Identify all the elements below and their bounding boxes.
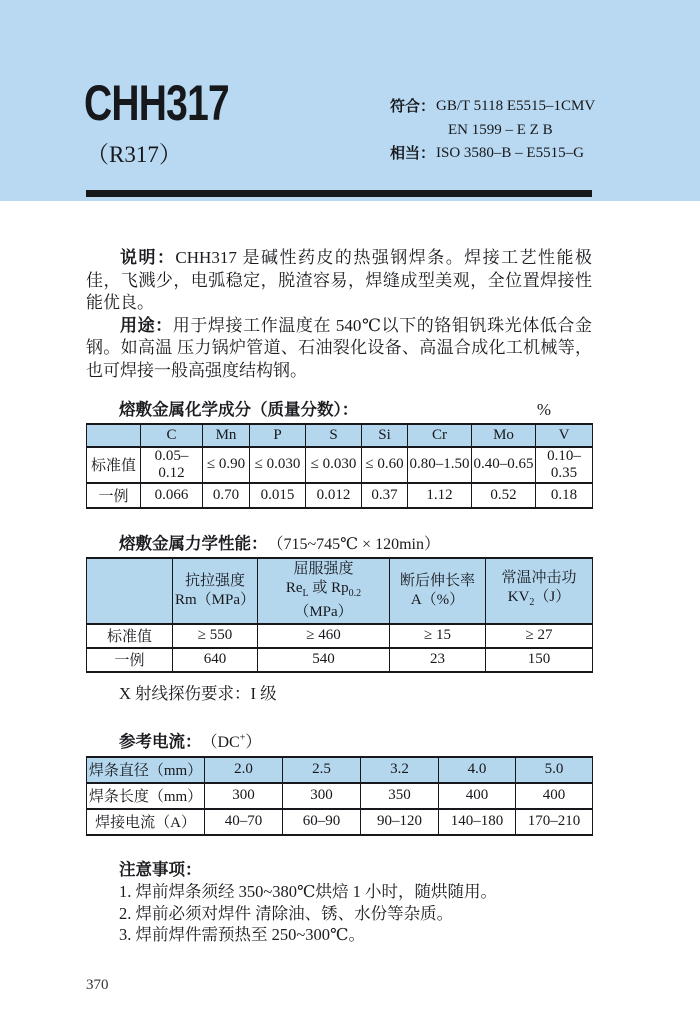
chemical-col-v: V: [536, 424, 593, 447]
mechanical-title: 熔敷金属力学性能：: [119, 534, 268, 553]
mechanical-col-tensile: [173, 558, 258, 624]
diameter-row: [87, 757, 593, 783]
col-line1: 抗拉强度: [184, 572, 245, 589]
cell: 0.012: [306, 483, 362, 508]
chemical-col-si: Si: [362, 424, 408, 447]
note-item: 3. 焊前焊件需预热至 250~300℃。: [119, 925, 366, 945]
cell: 5.0: [516, 757, 593, 783]
row-label: 一例: [87, 483, 141, 508]
table-row: [87, 648, 593, 672]
mechanical-condition: （715~745℃ × 120min）: [267, 535, 440, 553]
cell: 150: [486, 648, 593, 672]
cell: 640: [173, 648, 258, 672]
row-label: 焊条直径（mm）: [87, 757, 205, 783]
cell: 0.066: [141, 483, 203, 508]
cell: 40–70: [205, 809, 283, 835]
cell: 2.0: [205, 757, 283, 783]
col-line1: 常温冲击功: [501, 570, 577, 587]
cell: 0.40–0.65: [472, 447, 536, 483]
chemical-col-mo: Mo: [472, 424, 536, 447]
usage-text: 用于焊接工作温度在 540℃以下的铬钼钒珠光体低合金钢。如高温 压力锅炉管道、石油裂化设备、高温合成化工机械等，也可焊接一般高强度结构钢。: [86, 315, 592, 380]
cell: 300: [205, 783, 283, 809]
notes-section: [86, 860, 592, 946]
cell: 300: [283, 783, 361, 809]
current-dc-note: （DC+）: [201, 732, 262, 751]
usage-label: 用途：: [120, 315, 173, 335]
conform-standard-en: EN 1599 – E Z B: [448, 121, 553, 138]
col-line1: 屈服强度: [293, 560, 354, 577]
cell: ≤ 0.030: [250, 447, 306, 483]
cell: 1.12: [408, 483, 472, 508]
equivalent-row: [390, 142, 595, 166]
cell: 0.80–1.50: [408, 447, 472, 483]
cell: ≤ 0.60: [362, 447, 408, 483]
cell: 0.37: [362, 483, 408, 508]
cell: 90–120: [361, 809, 439, 835]
equivalent-standard-iso: ISO 3580–B – E5515–G: [436, 145, 584, 161]
header-divider: [86, 190, 592, 197]
mechanical-header-row: [87, 558, 593, 624]
chemical-unit: %: [536, 399, 551, 419]
mechanical-col-impact: [486, 558, 593, 624]
row-label: 焊条长度（mm）: [87, 783, 205, 809]
mechanical-corner-cell: [87, 558, 173, 624]
mechanical-col-elongation: [390, 558, 486, 624]
description-paragraph: [86, 247, 592, 315]
mechanical-section-header: [86, 530, 592, 554]
cell: ≤ 0.90: [203, 447, 250, 483]
row-label: 标准值: [87, 624, 173, 648]
xray-requirement: X 射线探伤要求：I 级: [119, 683, 277, 703]
row-label: 焊接电流（A）: [87, 809, 205, 835]
cell: 140–180: [439, 809, 516, 835]
table-row: [87, 624, 593, 648]
length-row: [87, 783, 593, 809]
cell: 4.0: [439, 757, 516, 783]
chemical-header-row: [87, 424, 593, 447]
conform-row-2: [390, 119, 595, 143]
cell: 0.70: [203, 483, 250, 508]
cell: ≤ 0.030: [306, 447, 362, 483]
conform-standard-gbt: GB/T 5118 E5515–1CMV: [436, 98, 596, 114]
usage-paragraph: [86, 315, 592, 383]
equivalent-label: 相当：: [390, 145, 436, 162]
page-body: [86, 201, 592, 946]
chemical-col-s: S: [306, 424, 362, 447]
chemical-title: 熔敷金属化学成分（质量分数）：: [119, 400, 359, 419]
cell: 0.52: [472, 483, 536, 508]
current-title: 参考电流：: [119, 732, 202, 751]
chemical-composition-table: [86, 423, 593, 509]
col-line2: A（%）: [410, 591, 465, 608]
chemical-col-cr: Cr: [408, 424, 472, 447]
note-item: 1. 焊前焊条须经 350~380℃烘焙 1 小时，随烘随用。: [119, 882, 498, 902]
spec-label-spacer: [390, 119, 436, 143]
product-model: CHH317: [84, 75, 229, 131]
chemical-col-p: P: [250, 424, 306, 447]
row-label: 一例: [87, 648, 173, 672]
mechanical-properties-table: [86, 557, 593, 673]
description-text: CHH317 是碱性药皮的热强钢焊条。焊接工艺性能极佳，飞溅少，电弧稳定，脱渣容易，焊缝成型美观，全位置焊接性能优良。: [86, 248, 592, 313]
cell: 400: [516, 783, 593, 809]
mechanical-col-yield: [258, 558, 390, 624]
table-row: [87, 483, 593, 508]
product-alias: （R317）: [86, 142, 182, 167]
cell: 170–210: [516, 809, 593, 835]
cell: 0.015: [250, 483, 306, 508]
chemical-col-c: C: [141, 424, 203, 447]
col-line2: $KV_2(J)$: [507, 589, 571, 609]
conform-row-1: [390, 95, 595, 119]
note-item: 2. 焊前必须对焊件 清除油、锈、水份等杂质。: [119, 903, 454, 923]
cell: ≥ 550: [173, 624, 258, 648]
cell: 0.18: [536, 483, 593, 508]
cell: 60–90: [283, 809, 361, 835]
page-number: 370: [86, 977, 109, 993]
page-header: [0, 0, 700, 201]
current-section-header: [86, 728, 592, 752]
chemical-col-mn: Mn: [203, 424, 250, 447]
col-line1: 断后伸长率: [399, 572, 475, 589]
cell: 400: [439, 783, 516, 809]
cell: 0.10–0.35: [536, 447, 593, 483]
current-row: [87, 809, 593, 835]
standards-block: [390, 95, 595, 166]
cell: ≥ 27: [486, 624, 593, 648]
cell: 2.5: [283, 757, 361, 783]
cell: 540: [258, 648, 390, 672]
cell: 23: [390, 648, 486, 672]
row-label: 标准值: [87, 447, 141, 483]
cell: 3.2: [361, 757, 439, 783]
reference-current-table: [86, 756, 593, 836]
col-line2: $Re_L$ 或 $Rp_{0.2}(MPa)$: [285, 579, 362, 620]
cell: 350: [361, 783, 439, 809]
cell: 0.05–0.12: [141, 447, 203, 483]
notes-title: 注意事项：: [119, 860, 202, 879]
description-label: 说明：: [120, 248, 176, 267]
conform-label: 符合：: [390, 98, 436, 115]
chemical-corner-cell: [87, 424, 141, 447]
chemical-section-header: [86, 396, 592, 420]
cell: ≥ 15: [390, 624, 486, 648]
col-line2: Rm（MPa）: [174, 591, 255, 608]
cell: ≥ 460: [258, 624, 390, 648]
table-row: [87, 447, 593, 483]
